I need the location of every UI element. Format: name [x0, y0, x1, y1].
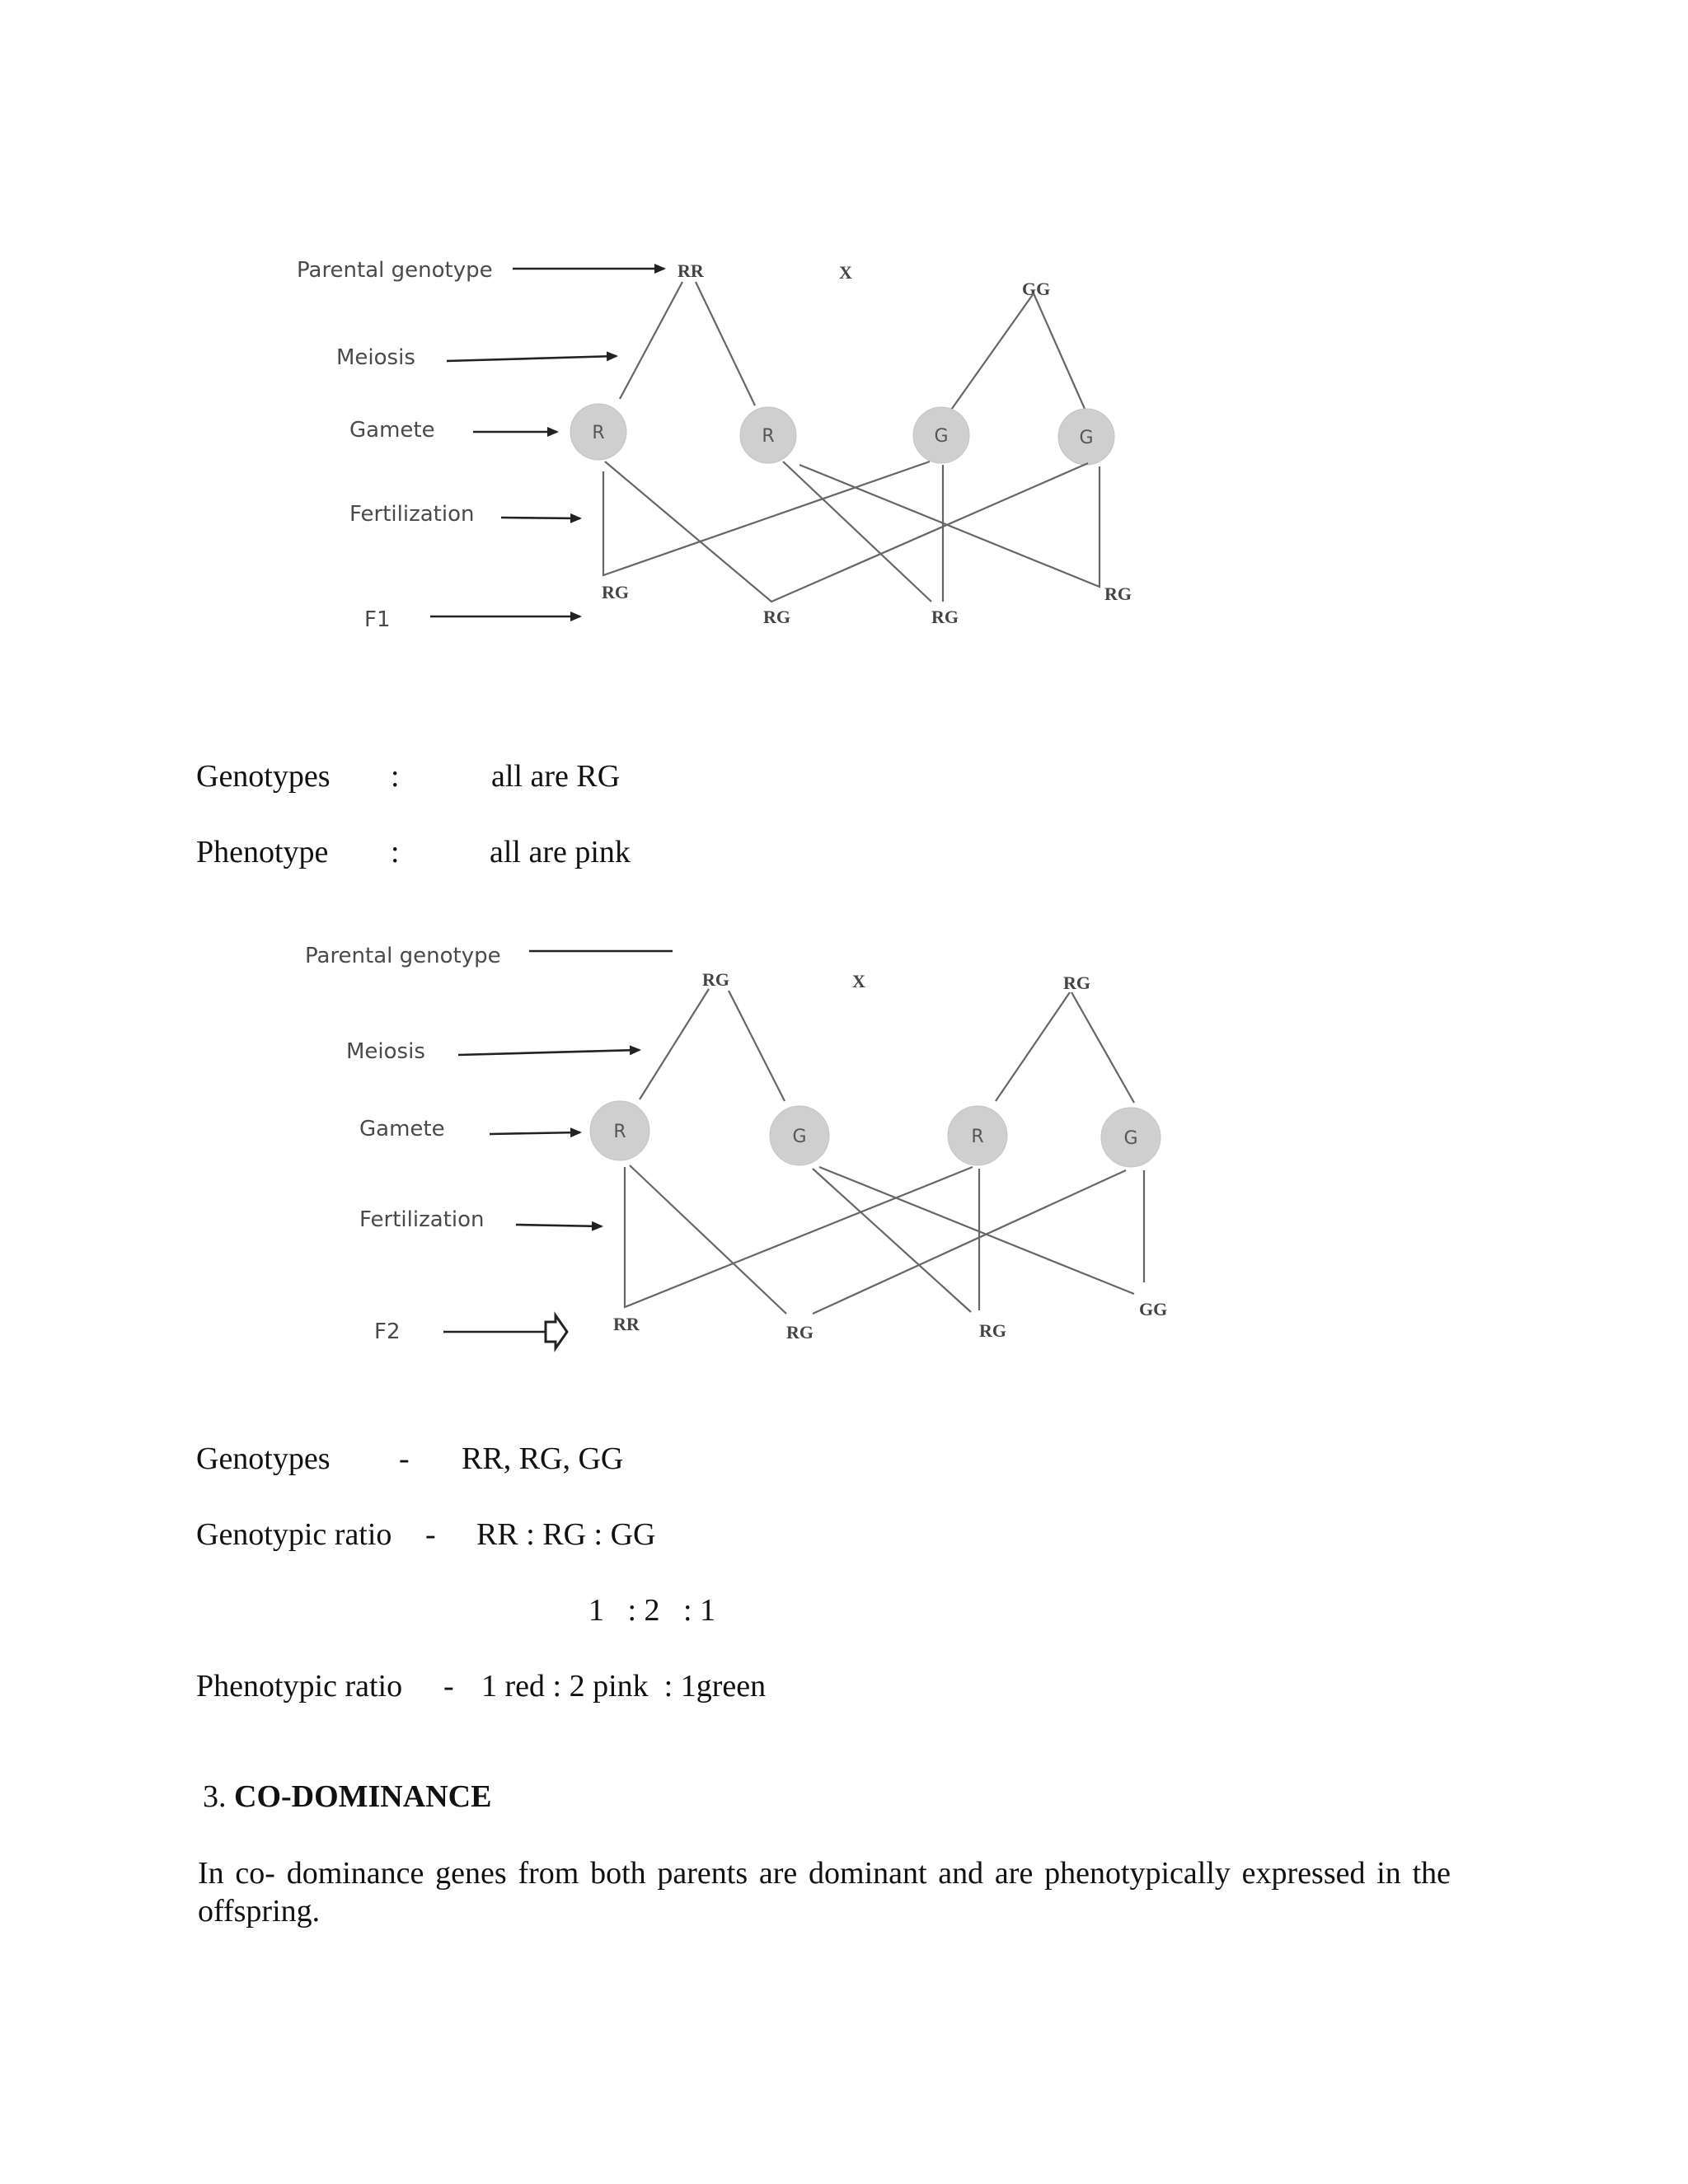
fertilization-line	[603, 462, 930, 575]
section-number: 3.	[203, 1779, 227, 1814]
gamete-allele-4: G	[1079, 428, 1094, 448]
genotypic-ratio-numbers: 1 : 2 : 1	[588, 1593, 716, 1628]
cross-symbol: X	[852, 971, 865, 991]
label-f1: F1	[364, 607, 391, 632]
phenotypic-ratio-label: Phenotypic ratio	[196, 1669, 403, 1704]
label-f2: F2	[374, 1319, 401, 1344]
label-meiosis: Meiosis	[346, 1039, 425, 1064]
meiosis-line	[729, 991, 785, 1101]
meiosis-line	[996, 992, 1070, 1101]
section-title: CO-DOMINANCE	[234, 1779, 492, 1814]
parent-genotype-2: RG	[1063, 972, 1090, 993]
parent-genotype-2: GG	[1022, 279, 1051, 299]
fertilization-line	[813, 1169, 971, 1312]
label-fertilization: Fertilization	[349, 502, 475, 527]
f2-cross-diagram	[0, 923, 1688, 1385]
genotypes-value: all are RG	[491, 759, 621, 794]
offspring-genotype-3: RG	[979, 1320, 1006, 1341]
arrow-meiosis	[447, 356, 617, 361]
genotypes-value: RR, RG, GG	[462, 1441, 624, 1476]
gamete-allele-2: R	[762, 426, 775, 447]
gamete-allele-3: G	[934, 426, 949, 447]
section-heading	[203, 1779, 491, 1815]
gamete-allele-1: R	[592, 423, 605, 443]
phenotypic-ratio-value: 1 red : 2 pink : 1green	[481, 1669, 767, 1704]
parent-genotype-1: RR	[678, 260, 704, 281]
phenotype-label: Phenotype	[196, 835, 329, 869]
offspring-genotype-4: RG	[1104, 583, 1132, 604]
label-gamete: Gamete	[349, 418, 435, 443]
meiosis-line	[620, 282, 682, 399]
arrow-fertilization	[516, 1225, 602, 1226]
meiosis-line	[950, 293, 1034, 412]
f1-cross-diagram	[0, 231, 1688, 659]
meiosis-line	[696, 282, 755, 405]
arrow-meiosis	[458, 1050, 640, 1055]
offspring-genotype-2: RG	[763, 607, 790, 627]
genotypes-colon: :	[391, 759, 400, 794]
phenotype-value: all are pink	[490, 835, 631, 869]
meiosis-line	[640, 989, 709, 1099]
label-gamete: Gamete	[359, 1117, 445, 1141]
label-parental-genotype: Parental genotype	[297, 258, 493, 283]
gamete-allele-2: G	[792, 1127, 807, 1147]
fertilization-line	[625, 1167, 973, 1307]
genotypes-dash: -	[399, 1441, 410, 1476]
cross-symbol: X	[839, 262, 852, 283]
genotypes-label: Genotypes	[196, 1441, 331, 1476]
genotypes-label: Genotypes	[196, 759, 331, 794]
gamete-allele-4: G	[1123, 1128, 1138, 1149]
genotypic-ratio-value: RR : RG : GG	[476, 1517, 656, 1552]
offspring-genotype-1: RG	[602, 582, 629, 602]
offspring-genotype-2: RG	[786, 1322, 814, 1343]
arrow-gamete	[490, 1132, 580, 1134]
hollow-arrow-icon	[546, 1315, 567, 1348]
offspring-genotype-3: RG	[931, 607, 959, 627]
phenotype-colon: :	[391, 835, 400, 869]
offspring-genotype-4: GG	[1139, 1299, 1168, 1319]
offspring-genotype-1: RR	[613, 1314, 640, 1334]
parent-genotype-1: RG	[702, 969, 729, 990]
genotypic-ratio-dash: -	[425, 1517, 436, 1552]
gamete-allele-1: R	[613, 1122, 626, 1142]
label-fertilization: Fertilization	[359, 1207, 485, 1232]
fertilization-line	[783, 462, 931, 602]
fertilization-line	[799, 465, 1100, 587]
fertilization-line	[819, 1167, 1134, 1294]
label-meiosis: Meiosis	[336, 345, 415, 370]
phenotypic-ratio-dash: -	[443, 1669, 454, 1704]
fertilization-line	[630, 1165, 786, 1314]
meiosis-line	[1034, 293, 1085, 409]
gamete-allele-3: R	[971, 1127, 984, 1147]
fertilization-line	[605, 462, 1088, 602]
fertilization-line	[813, 1170, 1126, 1314]
meiosis-line	[1071, 992, 1134, 1103]
label-parental-genotype: Parental genotype	[305, 944, 501, 968]
genotypic-ratio-label: Genotypic ratio	[196, 1517, 392, 1552]
co-dominance-paragraph: In co- dominance genes from both parents are dominant and are phenotypically expressed in the offspring.	[198, 1856, 1451, 1929]
